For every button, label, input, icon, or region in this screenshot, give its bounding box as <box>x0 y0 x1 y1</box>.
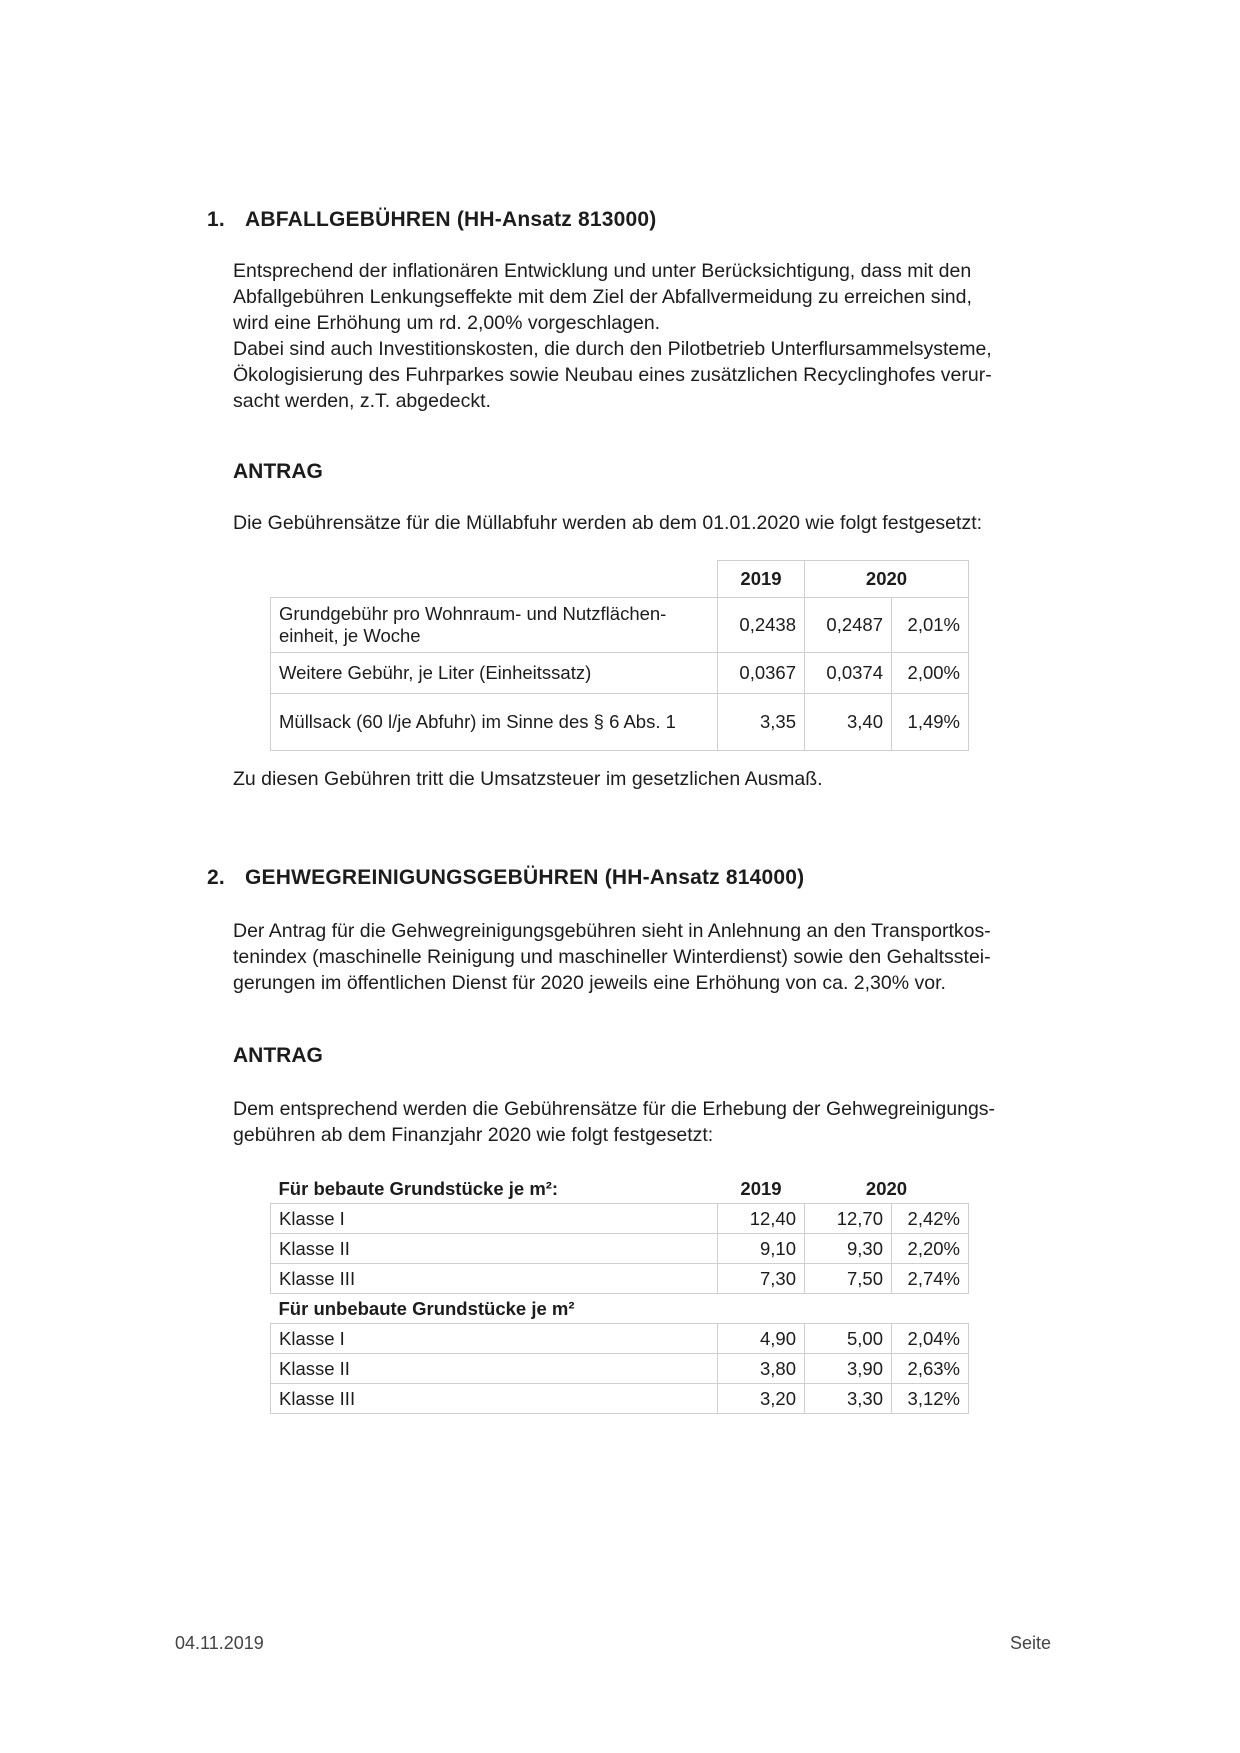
value-2019: 12,40 <box>718 1204 805 1234</box>
row-label: Klasse I <box>271 1324 718 1354</box>
abfall-fee-table <box>270 560 969 751</box>
value-2019: 7,30 <box>718 1264 805 1294</box>
table-row <box>271 1384 969 1414</box>
value-pct: 2,42% <box>892 1204 969 1234</box>
section-1-antrag-label: ANTRAG <box>233 460 323 483</box>
value-pct: 1,49% <box>892 694 969 751</box>
paragraph-line: Entsprechend der inflationären Entwicklung und unter Berücksichtigung, dass mit den <box>233 260 972 282</box>
antrag-text-line: Dem entsprechend werden die Gebührensätze für die Erhebung der Gehwegreinigungs- <box>233 1098 996 1120</box>
paragraph-line: wird eine Erhöhung um rd. 2,00% vorgeschlagen. <box>233 312 661 334</box>
table-row <box>271 1354 969 1384</box>
table-header-row <box>271 561 969 598</box>
value-pct: 2,20% <box>892 1234 969 1264</box>
bebaut-header: Für bebaute Grundstücke je m²: <box>278 1177 559 1199</box>
section-1-title: ABFALLGEBÜHREN (HH-Ansatz 813000) <box>245 208 657 231</box>
row-label: Klasse II <box>271 1234 718 1264</box>
paragraph-line: Abfallgebühren Lenkungseffekte mit dem Ziel der Abfallvermeidung zu erreichen sind, <box>233 286 972 308</box>
antrag-text-line: Die Gebührensätze für die Müllabfuhr werden ab dem 01.01.2020 wie folgt festgesetzt: <box>233 512 983 534</box>
row-label-line: einheit, je Woche <box>279 625 421 646</box>
section-2-title: GEHWEGREINIGUNGSGEBÜHREN (HH-Ansatz 814000) <box>245 866 805 889</box>
value-2019: 9,10 <box>718 1234 805 1264</box>
table-row <box>271 1204 969 1234</box>
value-2020: 9,30 <box>805 1234 892 1264</box>
value-2020: 12,70 <box>805 1204 892 1234</box>
section-1-antrag-text <box>233 510 1083 536</box>
row-label: Klasse I <box>271 1204 718 1234</box>
table-header-row <box>271 1174 969 1204</box>
value-pct: 2,63% <box>892 1354 969 1384</box>
row-label <box>271 598 718 653</box>
footer-date: 04.11.2019 <box>175 1633 264 1653</box>
value-2019: 3,20 <box>718 1384 805 1414</box>
value-pct: 2,74% <box>892 1264 969 1294</box>
row-label-line: Grundgebühr pro Wohnraum- und Nutzflächen- <box>279 603 667 624</box>
header-2019: 2019 <box>718 561 805 598</box>
value-2020: 3,40 <box>805 694 892 751</box>
section-1-heading <box>207 208 657 232</box>
row-label: Klasse III <box>271 1264 718 1294</box>
table-row <box>271 1264 969 1294</box>
section-2-paragraph <box>233 918 1083 996</box>
header-2020: 2020 <box>865 1177 908 1199</box>
value-pct: 3,12% <box>892 1384 969 1414</box>
value-2019: 4,90 <box>718 1324 805 1354</box>
section-2-antrag-text <box>233 1096 1083 1148</box>
paragraph-line: Ökologisierung des Fuhrparkes sowie Neubau eines zusätzlichen Recyclinghofes verur- <box>233 364 992 386</box>
section-2-antrag-label: ANTRAG <box>233 1044 323 1067</box>
row-label: Weitere Gebühr, je Liter (Einheitssatz) <box>271 653 718 694</box>
paragraph-line: Der Antrag für die Gehwegreinigungsgebühren sieht in Anlehnung an den Transportkos- <box>233 920 991 942</box>
value-pct: 2,01% <box>892 598 969 653</box>
table-header-blank <box>271 561 718 598</box>
footer-page-label: Seite <box>1010 1633 1052 1653</box>
row-label: Müllsack (60 l/je Abfuhr) im Sinne des § 6 Abs. 1 <box>271 694 718 751</box>
section-1-paragraph <box>233 258 1083 414</box>
value-2019: 0,2438 <box>718 598 805 653</box>
table-row <box>271 598 969 653</box>
empty-cell <box>718 1294 805 1324</box>
unbebaut-header: Für unbebaute Grundstücke je m² <box>271 1294 718 1324</box>
value-pct: 2,04% <box>892 1324 969 1354</box>
empty-cell <box>892 1294 969 1324</box>
header-2019: 2019 <box>740 1177 782 1199</box>
table-row <box>271 694 969 751</box>
header-2020: 2020 <box>805 561 969 598</box>
row-label: Klasse II <box>271 1354 718 1384</box>
section-1-number: 1. <box>207 208 225 231</box>
table-row <box>271 1324 969 1354</box>
empty-cell <box>805 1294 892 1324</box>
value-2020: 3,90 <box>805 1354 892 1384</box>
paragraph-line: sacht werden, z.T. abgedeckt. <box>233 390 491 412</box>
table-subheader-row <box>271 1294 969 1324</box>
value-2020: 5,00 <box>805 1324 892 1354</box>
section-2-heading <box>207 866 804 890</box>
value-2020: 3,30 <box>805 1384 892 1414</box>
paragraph-line: tenindex (maschinelle Reinigung und maschineller Winterdienst) sowie den Gehaltsstei- <box>233 946 991 968</box>
paragraph-line: gerungen im öffentlichen Dienst für 2020 jeweils eine Erhöhung von ca. 2,30% vor. <box>233 972 946 994</box>
gehweg-fee-table <box>270 1174 969 1414</box>
value-2019: 3,35 <box>718 694 805 751</box>
value-2020: 0,0374 <box>805 653 892 694</box>
antrag-text-line: gebühren ab dem Finanzjahr 2020 wie folgt festgesetzt: <box>233 1124 714 1146</box>
table-row <box>271 653 969 694</box>
note-line: Zu diesen Gebühren tritt die Umsatzsteuer im gesetzlichen Ausmaß. <box>233 768 823 790</box>
value-2019: 0,0367 <box>718 653 805 694</box>
value-2020: 7,50 <box>805 1264 892 1294</box>
section-2-number: 2. <box>207 866 225 889</box>
value-2020: 0,2487 <box>805 598 892 653</box>
table-row <box>271 1234 969 1264</box>
row-label: Klasse III <box>271 1384 718 1414</box>
value-2019: 3,80 <box>718 1354 805 1384</box>
paragraph-line: Dabei sind auch Investitionskosten, die durch den Pilotbetrieb Unterflursammelsysteme, <box>233 338 992 360</box>
value-pct: 2,00% <box>892 653 969 694</box>
section-1-note <box>233 766 1083 792</box>
